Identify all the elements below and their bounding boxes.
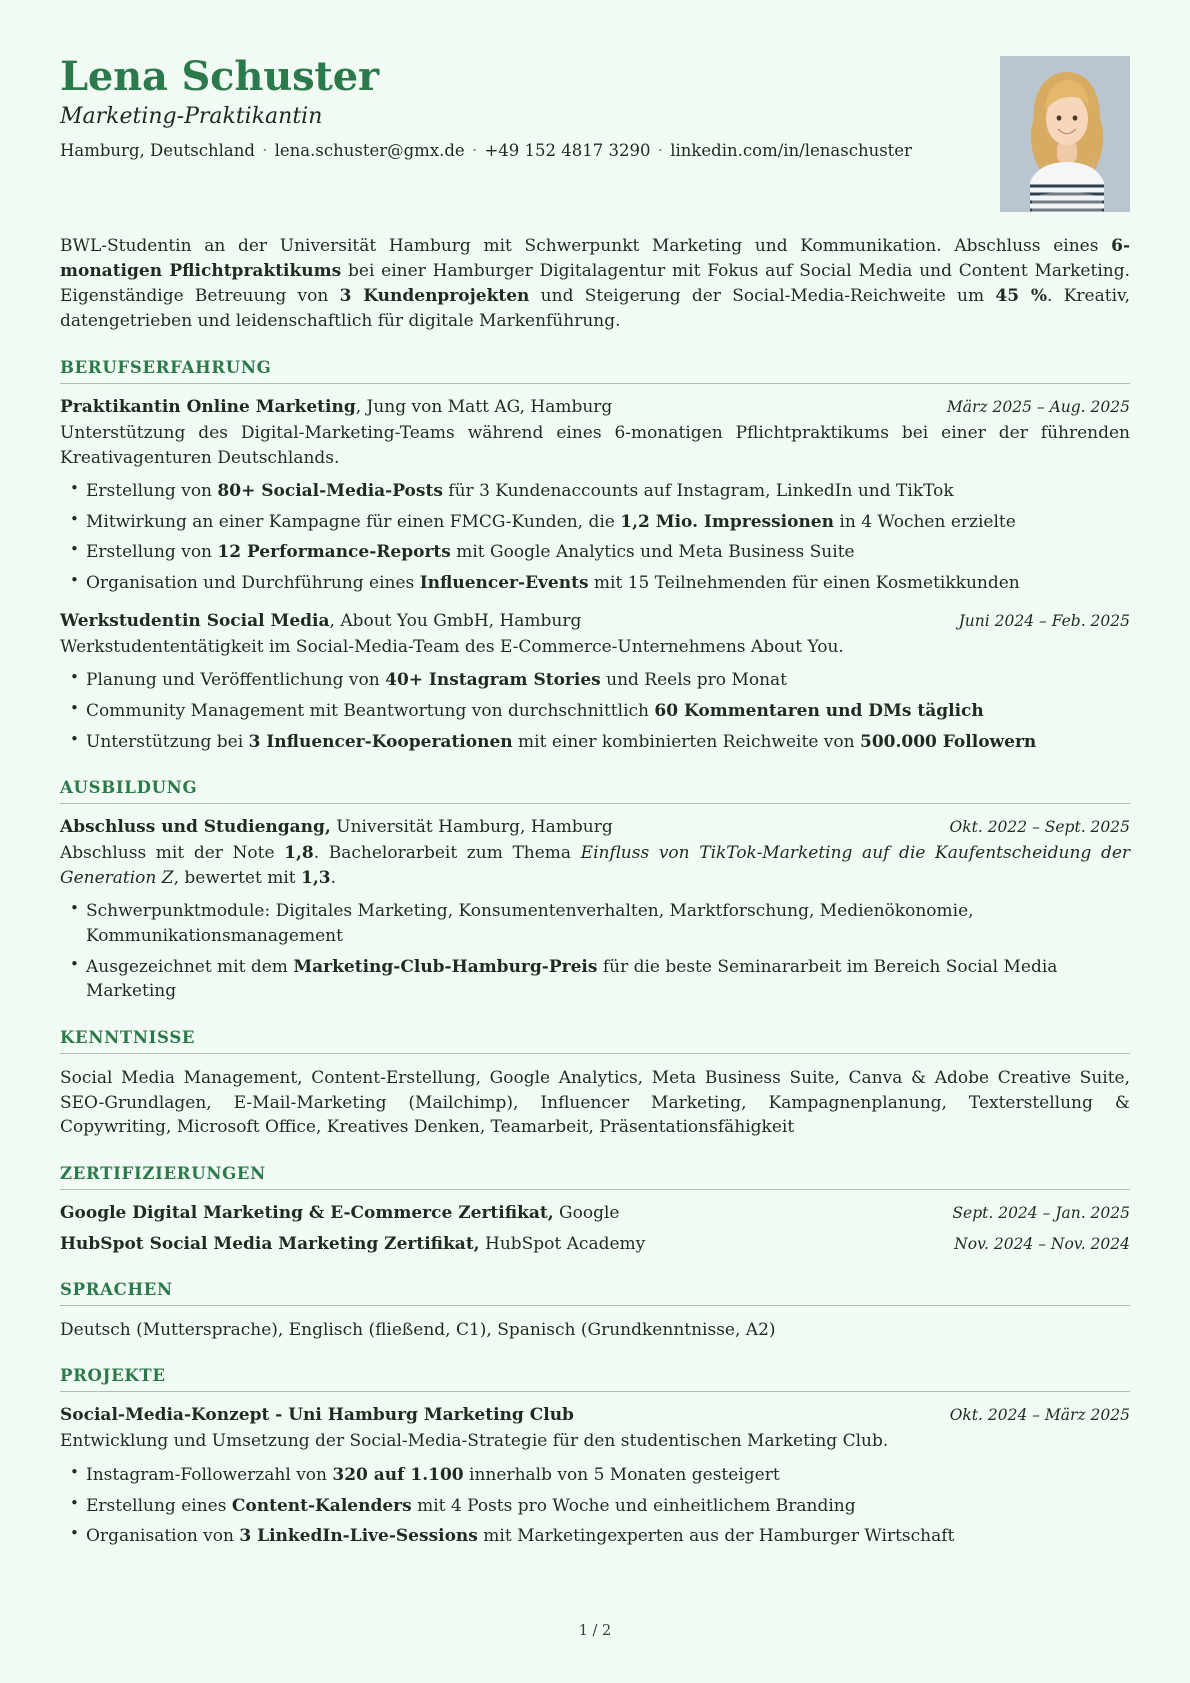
experience-entries — [60, 396, 1130, 754]
contact-separator: · — [657, 141, 663, 161]
contact-line — [60, 140, 976, 162]
entry-header — [60, 1404, 1130, 1427]
languages-list: Deutsch (Muttersprache), Englisch (fließend, C1), Spanisch (Grundkenntnisse, A2) — [60, 1319, 776, 1340]
section-certifications — [60, 1164, 1130, 1256]
section-heading-certifications: ZERTIFIZIERUNGEN — [60, 1163, 266, 1183]
entry-description: Werkstudententätigkeit im Social-Media-Team des E-Commerce-Unternehmens About You. — [60, 636, 844, 657]
entry-organization: Google — [553, 1202, 620, 1223]
list-item: • Organisation von 3 LinkedIn-Live-Sessions mit Marketingexperten aus der Hamburger Wirtschaft — [60, 1524, 1130, 1549]
entry-date: März 2025 – Aug. 2025 — [946, 397, 1130, 416]
contact-email[interactable]: lena.schuster@gmx.de — [274, 141, 465, 161]
entry-header — [60, 610, 1130, 633]
section-education — [60, 778, 1130, 1004]
entry-header — [60, 1233, 1130, 1256]
entry-date: Okt. 2022 – Sept. 2025 — [949, 818, 1130, 837]
entry-title — [60, 1233, 936, 1256]
candidate-name: Lena Schuster — [60, 53, 379, 100]
entry-role: Abschluss und Studiengang, — [60, 817, 331, 838]
entry-organization: , Jung von Matt AG, Hamburg — [355, 396, 613, 417]
entry-description: Abschluss mit der Note 1,8. Bachelorarbeit zum Thema Einfluss von TikTok-Marketing auf die Kaufentscheidung der Generation Z, bewertet mit 1,3. — [60, 843, 1131, 888]
candidate-job-title: Marketing-Praktikantin — [60, 104, 323, 129]
page-indicator: 1 / 2 — [578, 1623, 612, 1639]
entry-title — [60, 1202, 934, 1225]
entry-bullet-list — [60, 479, 1130, 596]
entry-role: Social-Media-Konzept - Uni Hamburg Marketing Club — [60, 1405, 574, 1426]
list-item: • Mitwirkung an einer Kampagne für einen FMCG-Kunden, die 1,2 Mio. Impressionen in 4 Wochen erzielte — [60, 510, 1130, 535]
section-languages — [60, 1280, 1130, 1343]
contact-separator: · — [471, 141, 478, 161]
list-item: • Community Management mit Beantwortung von durchschnittlich 60 Kommentaren und DMs täglich — [60, 699, 1130, 724]
certification-entries — [60, 1202, 1130, 1256]
entry-bullet-list — [60, 1463, 1130, 1549]
header-text-block — [60, 53, 1000, 163]
list-item: • Instagram-Followerzahl von 320 auf 1.100 innerhalb von 5 Monaten gesteigert — [60, 1463, 1130, 1488]
list-item: • Planung und Veröffentlichung von 40+ Instagram Stories und Reels pro Monat — [60, 668, 1130, 693]
entry-role: Werkstudentin Social Media — [60, 610, 330, 631]
section-heading-education: AUSBILDUNG — [60, 778, 198, 798]
entry-organization: Universität Hamburg, Hamburg — [330, 817, 613, 838]
contact-separator: · — [262, 141, 268, 161]
entry-header — [60, 1202, 1130, 1225]
entry-bullet-list — [60, 899, 1130, 1004]
skills-list: Social Media Management, Content-Erstellung, Google Analytics, Meta Business Suite, Canva & Adobe Creative Suite, SEO-Grundlagen, E-Mail-Marketing (Mailchimp), Influencer Marketing, Kampagnenplanung, Texterstellung & Copywriting, Microsoft Office, Kreatives Denken, Teamarbeit, Präsentationsfähigkeit — [60, 1068, 1130, 1138]
avatar — [1000, 56, 1130, 212]
section-heading-experience: BERUFSERFAHRUNG — [60, 357, 272, 377]
entry — [60, 816, 1130, 1004]
page-footer — [0, 1623, 1190, 1639]
list-item: • Erstellung von 80+ Social-Media-Posts für 3 Kundenaccounts auf Instagram, LinkedIn und TikTok — [60, 479, 1130, 504]
entry-bullet-list — [60, 668, 1130, 754]
entry — [60, 610, 1130, 755]
certification-row — [60, 1202, 1130, 1225]
list-item: • Erstellung von 12 Performance-Reports mit Google Analytics und Meta Business Suite — [60, 540, 1130, 565]
section-divider — [60, 383, 1130, 384]
entry — [60, 396, 1130, 596]
section-divider — [60, 1391, 1130, 1392]
list-item: • Unterstützung bei 3 Influencer-Kooperationen mit einer kombinierten Reichweite von 500.000 Followern — [60, 730, 1130, 755]
entry-date: Okt. 2024 – März 2025 — [949, 1406, 1130, 1425]
entry-role: HubSpot Social Media Marketing Zertifikat, — [60, 1233, 480, 1254]
section-projects — [60, 1366, 1130, 1549]
list-item: • Erstellung eines Content-Kalenders mit 4 Posts pro Woche und einheitlichem Branding — [60, 1494, 1130, 1519]
education-entries — [60, 816, 1130, 1004]
entry-date: Nov. 2024 – Nov. 2024 — [954, 1234, 1130, 1253]
entry — [60, 1404, 1130, 1549]
list-item: • Schwerpunktmodule: Digitales Marketing, Konsumentenverhalten, Marktforschung, Medienökonomie, Kommunikationsmanagement — [60, 899, 1130, 948]
section-heading-languages: SPRACHEN — [60, 1279, 173, 1299]
entry-title — [60, 396, 929, 419]
project-entries — [60, 1404, 1130, 1549]
list-item: • Organisation und Durchführung eines Influencer-Events mit 15 Teilnehmenden für einen Kosmetikkunden — [60, 571, 1130, 596]
section-skills — [60, 1028, 1130, 1140]
professional-summary: BWL-Studentin an der Universität Hamburg mit Schwerpunkt Marketing und Kommunikation. Abschluss eines 6-monatigen Pflichtpraktikums bei einer Hamburger Digitalagentur mit Fokus auf Social Media und Content Marketing. Eigenständige Betreuung von 3 Kundenprojekten und Steigerung der Social-Media-Reichweite um 45 %. Kreativ, datengetrieben und leidenschaftlich für digitale Markenführung. — [60, 236, 1131, 331]
entry-date: Juni 2024 – Feb. 2025 — [958, 611, 1130, 630]
entry-header — [60, 816, 1130, 839]
entry-description: Unterstützung des Digital-Marketing-Teams während eines 6-monatigen Pflichtpraktikums bei einer der führenden Kreativagenturen Deutschlands. — [60, 422, 1130, 468]
contact-phone[interactable]: +49 152 4817 3290 — [484, 141, 651, 161]
entry-role: Praktikantin Online Marketing — [60, 396, 356, 417]
entry-organization: HubSpot Academy — [479, 1233, 646, 1254]
list-item: • Ausgezeichnet mit dem Marketing-Club-Hamburg-Preis für die beste Seminararbeit im Bereich Social Media Marketing — [60, 955, 1130, 1004]
section-heading-skills: KENNTNISSE — [60, 1028, 196, 1047]
entry-title — [60, 1404, 932, 1427]
section-divider — [60, 1189, 1130, 1190]
section-divider — [60, 803, 1130, 804]
section-heading-projects: PROJEKTE — [60, 1366, 166, 1386]
entry-header — [60, 396, 1130, 419]
section-experience — [60, 358, 1130, 754]
contact-location: Hamburg, Deutschland — [60, 141, 255, 161]
section-divider — [60, 1305, 1130, 1306]
entry-organization: , About You GmbH, Hamburg — [329, 610, 582, 631]
entry-title — [60, 816, 932, 839]
contact-linkedin[interactable]: linkedin.com/in/lenaschuster — [670, 141, 912, 161]
entry-role: Google Digital Marketing & E-Commerce Zertifikat, — [60, 1202, 554, 1223]
entry-date: Sept. 2024 – Jan. 2025 — [952, 1203, 1130, 1222]
entry-title — [60, 610, 941, 633]
resume-header — [60, 53, 1130, 212]
section-divider — [60, 1053, 1130, 1054]
certification-row — [60, 1233, 1130, 1256]
entry-description: Entwicklung und Umsetzung der Social-Media-Strategie für den studentischen Marketing Club. — [60, 1431, 889, 1452]
